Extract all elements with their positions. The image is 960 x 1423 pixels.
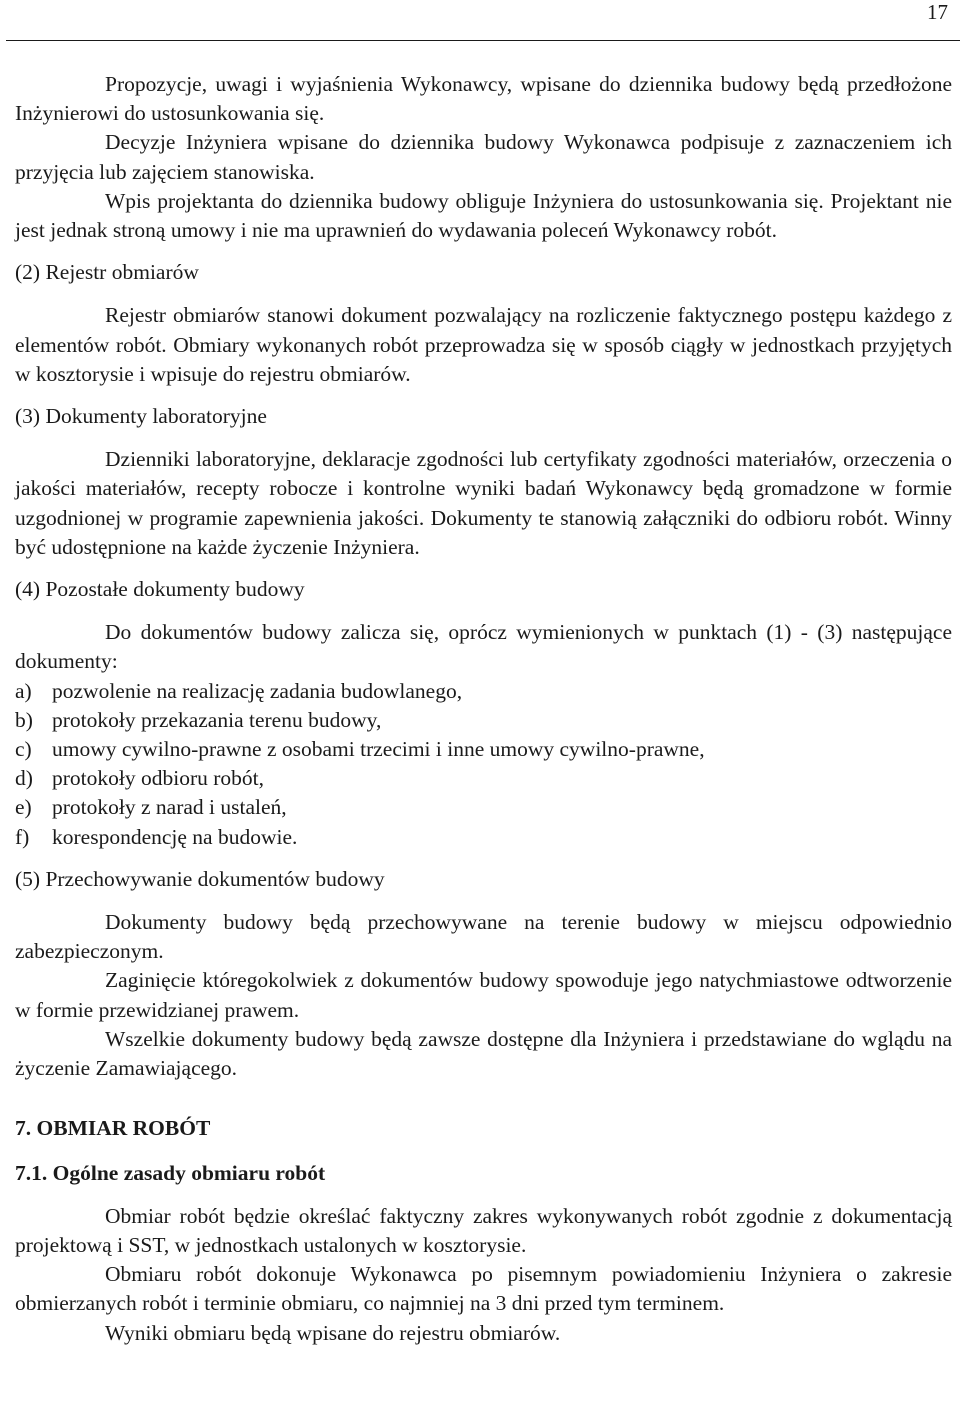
subchapter-heading: 7.1. Ogólne zasady obmiaru robót bbox=[15, 1160, 326, 1185]
header-rule bbox=[6, 40, 960, 41]
list-marker: b) bbox=[15, 707, 33, 732]
paragraph: Zaginięcie któregokolwiek z dokumentów budowy spowoduje jego natychmiastowe odtworzenie w formie przewidzianej prawem. bbox=[15, 968, 952, 1022]
list-item bbox=[15, 735, 952, 764]
document-list bbox=[15, 677, 952, 852]
list-item bbox=[15, 764, 952, 793]
paragraph: Obmiar robót będzie określać faktyczny zakres wykonywanych robót zgodnie z dokumentacją projektową i SST, w jednostkach ustalonych w kosztorysie. bbox=[15, 1203, 952, 1257]
list-item-text: pozwolenie na realizację zadania budowlanego, bbox=[52, 678, 463, 703]
paragraph: Dokumenty budowy będą przechowywane na terenie budowy w miejscu odpowiednio zabezpieczonym. bbox=[15, 910, 952, 964]
list-item-text: korespondencję na budowie. bbox=[52, 824, 298, 849]
section-heading-3: (3) Dokumenty laboratoryjne bbox=[15, 404, 267, 429]
section-heading-4: (4) Pozostałe dokumenty budowy bbox=[15, 577, 305, 602]
list-marker: e) bbox=[15, 795, 32, 820]
list-item-text: protokoły przekazania terenu budowy, bbox=[52, 707, 382, 732]
paragraph: Decyzje Inżyniera wpisane do dziennika budowy Wykonawca podpisuje z zaznaczeniem ich przyjęcia lub zajęciem stanowiska. bbox=[15, 130, 952, 184]
document-body bbox=[15, 70, 952, 1348]
list-marker: d) bbox=[15, 766, 33, 791]
section-heading-5: (5) Przechowywanie dokumentów budowy bbox=[15, 866, 385, 891]
paragraph: Dzienniki laboratoryjne, deklaracje zgodności lub certyfikaty zgodności materiałów, orzeczenia o jakości materiałów, recepty robocze i kontrolne wyniki badań Wykonawcy będą gromadzone w formie uzgodnionej w programie zapewnienia jakości. Dokumenty te stanowią załączniki do odbioru robót. Winny być udostępnione na każde życzenie Inżyniera. bbox=[15, 447, 952, 559]
list-item bbox=[15, 706, 952, 735]
list-item-text: protokoły odbioru robót, bbox=[52, 766, 264, 791]
list-item bbox=[15, 677, 952, 706]
list-marker: c) bbox=[15, 737, 32, 762]
paragraph: Propozycje, uwagi i wyjaśnienia Wykonawcy, wpisane do dziennika budowy będą przedłożone Inżynierowi do ustosunkowania się. bbox=[15, 72, 952, 126]
paragraph: Wszelkie dokumenty budowy będą zawsze dostępne dla Inżyniera i przedstawiane do wglądu na życzenie Zamawiającego. bbox=[15, 1026, 952, 1081]
list-item-text: umowy cywilno-prawne z osobami trzecimi i inne umowy cywilno-prawne, bbox=[52, 737, 705, 762]
list-item bbox=[15, 793, 952, 822]
list-marker: a) bbox=[15, 678, 32, 703]
list-marker: f) bbox=[15, 824, 30, 849]
paragraph: Wpis projektanta do dziennika budowy obliguje Inżyniera do ustosunkowania się. Projektant nie jest jednak stroną umowy i nie ma uprawnień do wydawania poleceń Wykonawcy robót. bbox=[15, 188, 952, 243]
list-item-text: protokoły z narad i ustaleń, bbox=[52, 795, 287, 820]
paragraph: Obmiaru robót dokonuje Wykonawca po pisemnym powiadomieniu Inżyniera o zakresie obmierzanych robót i terminie obmiaru, co najmniej na 3 dni przed tym terminem. bbox=[15, 1262, 952, 1316]
paragraph: Rejestr obmiarów stanowi dokument pozwalający na rozliczenie faktycznego postępu każdego z elementów robót. Obmiary wykonanych robót przeprowadza się w sposób ciągły w jednostkach przyjętych w kosztorysie i wpisuje do rejestru obmiarów. bbox=[15, 303, 952, 386]
section-heading-2: (2) Rejestr obmiarów bbox=[15, 260, 199, 285]
page-number: 17 bbox=[927, 0, 948, 24]
list-item bbox=[15, 823, 952, 852]
chapter-heading: 7. OBMIAR ROBÓT bbox=[15, 1116, 211, 1141]
paragraph: Wyniki obmiaru będą wpisane do rejestru obmiarów. bbox=[105, 1320, 561, 1345]
paragraph: Do dokumentów budowy zalicza się, oprócz wymienionych w punktach (1) - (3) następujące dokumenty: bbox=[15, 620, 952, 674]
